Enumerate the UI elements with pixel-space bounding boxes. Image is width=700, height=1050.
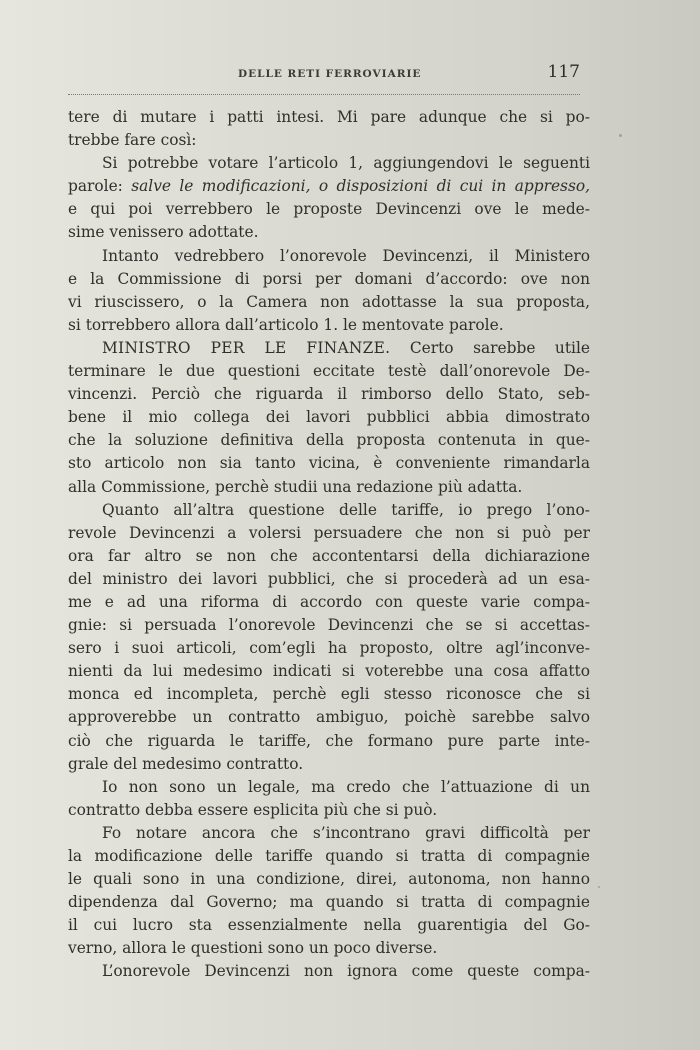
- text-line: terminare le due questioni eccitate testè dall’onorevole De-: [68, 362, 590, 381]
- text-line: Fo notare ancora che s’incontrano gravi difficoltà per: [102, 823, 590, 842]
- text-line: L’onorevole Devincenzi non ignora come queste compa-: [102, 962, 590, 981]
- paper-speck: [619, 134, 622, 137]
- text-line: gnie: si persuada l’onorevole Devincenzi che se si accettas-: [68, 616, 590, 635]
- header-rule: [68, 94, 580, 95]
- text-line: si torrebbero allora dall’articolo 1. le mentovate parole.: [68, 315, 504, 334]
- body-text: [68, 106, 590, 984]
- text-line: del ministro dei lavori pubblici, che si procederà ad un esa-: [68, 569, 590, 588]
- text-line: revole Devincenzi a volersi persuadere che non si può per: [68, 523, 590, 542]
- text-line: alla Commissione, perchè studii una redazione più adatta.: [68, 477, 523, 496]
- paper-speck: [598, 886, 600, 888]
- text-line: approverebbe un contratto ambiguo, poichè sarebbe salvo: [68, 708, 590, 727]
- text-line: grale del medesimo contratto.: [68, 754, 304, 773]
- text-line: ciò che riguarda le tariffe, che formano pure parte inte-: [68, 731, 590, 750]
- text-line: Io non sono un legale, ma credo che l’attuazione di un: [102, 777, 590, 796]
- text-line: [68, 175, 590, 198]
- text-line: [68, 337, 590, 360]
- text-line: dipendenza dal Governo; ma quando si tratta di compagnie: [68, 893, 590, 912]
- text-line: contratto debba essere esplicita più che si può.: [68, 800, 438, 819]
- text-fragment: parole:: [68, 177, 132, 196]
- text-line: nienti da lui medesimo indicati si voterebbe una cosa affatto: [68, 662, 590, 681]
- text-line: e la Commissione di porsi per domani d’accordo: ove non: [68, 269, 590, 288]
- text-line: vi riuscissero, o la Camera non adottasse la sua proposta,: [68, 292, 590, 311]
- text-line: sime venissero adottate.: [68, 223, 259, 242]
- running-head: DELLE RETI FERROVIARIE: [238, 68, 422, 80]
- text-line: tere di mutare i patti intesi. Mi pare adunque che si po-: [68, 108, 590, 126]
- text-line: ora far altro se non che accontentarsi della dichiarazione: [68, 546, 590, 565]
- text-line: il cui lucro sta essenzialmente nella guarentigia del Go-: [68, 916, 590, 935]
- text-line: le quali sono in una condizione, direi, autonoma, non hanno: [68, 870, 590, 889]
- text-fragment: Certo sarebbe utile: [390, 338, 590, 357]
- text-line: monca ed incompleta, perchè egli stesso riconosce che si: [68, 685, 590, 704]
- text-line: verno, allora le questioni sono un poco diverse.: [68, 939, 438, 958]
- text-line: Quanto all’altra questione delle tariffe, io prego l’ono-: [102, 500, 590, 519]
- text-line: trebbe fare così:: [68, 131, 197, 150]
- text-line: vincenzi. Perciò che riguarda il rimborso dello Stato, seb-: [68, 385, 590, 404]
- text-line: bene il mio collega dei lavori pubblici abbia dimostrato: [68, 408, 590, 427]
- page-number: 117: [547, 62, 580, 82]
- text-line: la modificazione delle tariffe quando si tratta di compagnie: [68, 847, 590, 865]
- italic-quote: salve le modificazioni, o disposizioni di cui in appresso,: [131, 177, 591, 196]
- text-line: e qui poi verrebbero le proposte Devincenzi ove le mede-: [68, 200, 590, 219]
- text-line: me e ad una riforma di accordo con queste varie compa-: [68, 592, 590, 611]
- text-line: sto articolo non sia tanto vicina, è conveniente rimandarla: [68, 454, 590, 473]
- text-line: sero i suoi articoli, com’egli ha proposto, oltre agl’inconve-: [68, 639, 590, 658]
- text-line: che la soluzione definitiva della proposta contenuta in que-: [68, 431, 590, 450]
- text-line: Intanto vedrebbero l’onorevole Devincenzi, il Ministero: [102, 246, 590, 265]
- page-header: [68, 62, 580, 84]
- speaker-name: MINISTRO PER LE FINANZE.: [102, 338, 391, 357]
- text-line: Si potrebbe votare l’articolo 1, aggiungendovi le seguenti: [102, 154, 590, 173]
